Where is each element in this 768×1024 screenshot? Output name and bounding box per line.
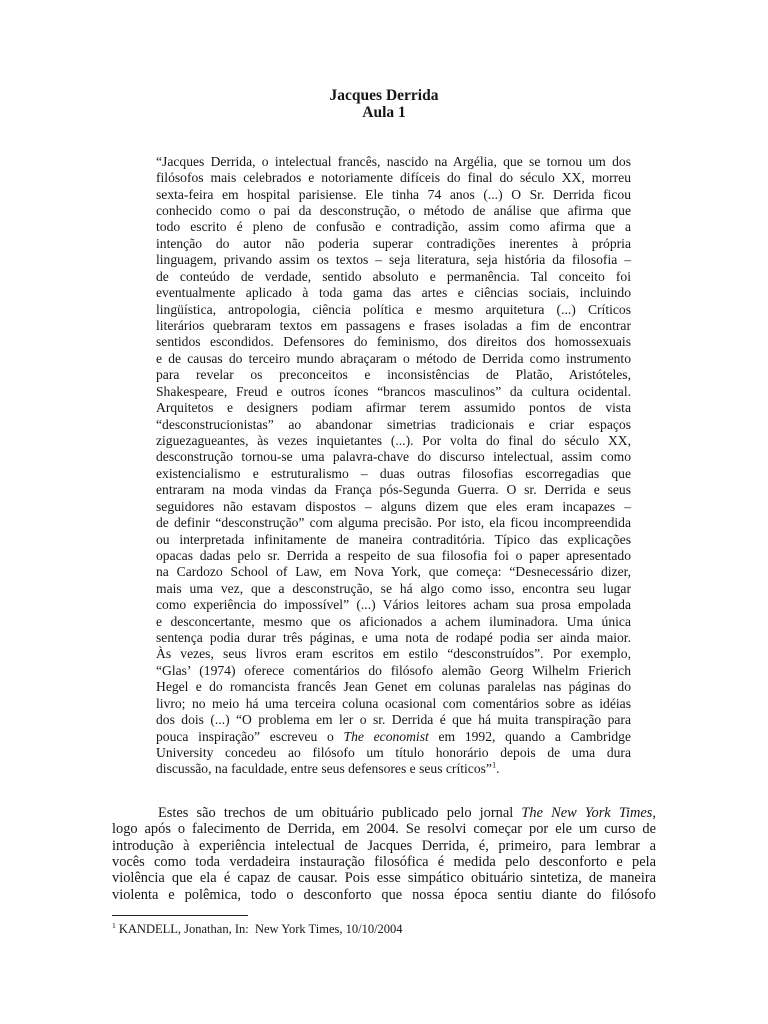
- quote-line: sexta-feira em hospital parisiense. Ele tinha 74 anos (...) O Sr. Derrida ficou: [156, 186, 631, 202]
- quote-line: lingüística, antropologia, ciência política e mesmo arquitetura (...) Críticos: [156, 301, 631, 317]
- magazine-title: The economist: [343, 728, 429, 744]
- quote-line-text: .: [496, 761, 500, 777]
- quote-line: na Cardozo School of Law, em Nova York, que começa: “Desnecessário dizer,: [156, 564, 631, 580]
- page-title: [0, 87, 768, 121]
- quote-line-text: discussão, na faculdade, entre seus defensores e seus críticos”: [156, 761, 492, 777]
- quote-line: Shakespeare, Freud e outros ícones “brancos masculinos” da cultura ocidental.: [156, 383, 631, 399]
- quote-line: existencialismo e estruturalismo – duas outras filosofias escorregadias que: [156, 465, 631, 481]
- block-quote: [156, 154, 631, 778]
- quote-line: Hegel e do romancista francês Jean Genet em colunas paralelas nas páginas do: [156, 679, 631, 695]
- quote-line: para revelar os preconceitos e inconsistências de Platão, Aristóteles,: [156, 367, 631, 383]
- quote-line-text: pouca inspiração” escreveu o: [156, 728, 344, 744]
- body-paragraph: [112, 805, 656, 903]
- quote-line: ou interpretada infinitamente de maneira contraditória. Típico das explicações: [156, 531, 631, 547]
- quote-line: “Jacques Derrida, o intelectual francês, nascido na Argélia, que se tornou um dos: [156, 153, 631, 169]
- paragraph-line: violenta e polêmica, todo o desconforto que nossa época sentiu diante do filósofo: [112, 886, 656, 903]
- quote-line: entraram na moda vindas da França pós-Segunda Guerra. O sr. Derrida e seus: [156, 482, 631, 498]
- title-lesson: Aula 1: [362, 104, 406, 121]
- paragraph-line: vocês como toda verdadeira instauração filosófica é medida pelo desconforto e pela: [112, 853, 656, 870]
- footnote-text: KANDELL, Jonathan, In: New York Times, 10/10/2004: [118, 922, 403, 936]
- quote-line: e desconcertante, mesmo que os aficionados a achem iluminadora. Uma única: [156, 613, 631, 629]
- footnote-separator: [112, 915, 248, 916]
- quote-line: eventualmente aplicado à toda gama das artes e ciências sociais, incluindo: [156, 285, 631, 301]
- quote-line: de definir “desconstrução” com alguma precisão. Por isto, ela ficou incompreendida: [156, 515, 631, 531]
- quote-line: de conteúdo de verdade, sentido absoluto e permanência. Tal conceito foi: [156, 268, 631, 284]
- paragraph-line: violência que ela é capaz de causar. Pois esse simpático obituário sintetiza, de maneira: [112, 870, 656, 887]
- paragraph-line: [158, 805, 656, 821]
- quote-line: sentença podia durar três páginas, e uma nota de rodapé podia ser ainda maior.: [156, 630, 631, 646]
- quote-line: dos dois (...) “O problema em ler o sr. Derrida é que há muita transpiração para: [156, 712, 631, 728]
- quote-line: University concedeu ao filósofo um título honorário depois de uma dura: [156, 744, 631, 760]
- quote-line: como experiência do impossível” (...) Vários leitores acham sua prosa empolada: [156, 597, 631, 613]
- paragraph-line-text: Estes são trechos de um obituário publicado pelo jornal: [158, 804, 522, 821]
- footnote-ref: 1: [491, 759, 497, 770]
- quote-line: e de causas do terceiro mundo abraçaram o método de Derrida como instrumento: [156, 350, 631, 366]
- quote-line: linguagem, privando assim os textos – seja literatura, seja história da filosofia –: [156, 252, 631, 268]
- footnote-marker: 1: [112, 920, 116, 930]
- quote-line: todo escrito é pleno de confusão e contradição, assim como afirma que a: [156, 219, 631, 235]
- quote-line: conhecido como o pai da desconstrução, o método de análise que afirma que: [156, 203, 631, 219]
- quote-line: mais uma vez, que a desconstrução, se há algo como isso, encontra seu lugar: [156, 580, 631, 596]
- quote-line: “desconstrucionistas” ao abandonar simetrias tradicionais e criar espaços: [156, 416, 631, 432]
- paragraph-line: introdução à experiência intelectual de Jacques Derrida, é, primeiro, para lembrar a: [112, 837, 656, 854]
- quote-line: ziguezagueantes, às vezes inquietantes (...). Por volta do final do século XX,: [156, 432, 631, 448]
- quote-line: literários quebraram textos em passagens e frases isoladas a fim de encontrar: [156, 318, 631, 334]
- newspaper-title: The New York Times,: [521, 804, 657, 821]
- quote-line: seguidores não estavam dispostos – alguns dizem que eles eram incapazes –: [156, 498, 631, 514]
- quote-line: opacas dadas pelo sr. Derrida a respeito de sua filosofia foi o paper apresentado: [156, 547, 631, 563]
- quote-line: intenção do autor não poderia superar contradições inerentes à própria: [156, 235, 631, 251]
- paragraph-line: logo após o falecimento de Derrida, em 2004. Se resolvi começar por ele um curso de: [112, 821, 656, 838]
- quote-line: desconstrução tornou-se uma palavra-chave do discurso intelectual, assim como: [156, 449, 631, 465]
- quote-line: sentidos escondidos. Defensores do feminismo, dos direitos dos homossexuais: [156, 334, 631, 350]
- quote-line: Arquitetos e designers podiam afirmar terem assumido pontos de vista: [156, 400, 631, 416]
- quote-line: [156, 729, 631, 745]
- quote-line-text: em 1992, quando a Cambridge: [428, 728, 631, 744]
- title-author: Jacques Derrida: [329, 87, 439, 104]
- quote-line: livro; no meio há uma terceira coluna ocasional com comentários sobre as idéias: [156, 695, 631, 711]
- quote-line: “Glas’ (1974) oferece comentários do filósofo alemão Georg Wilhelm Frierich: [156, 662, 631, 678]
- quote-line: Às vezes, seus livros eram escritos em estilo “desconstruídos”. Por exemplo,: [156, 646, 631, 662]
- footnote: [112, 921, 403, 937]
- quote-line: filósofos mais celebrados e notoriamente difíceis do final do século XX, morreu: [156, 170, 631, 186]
- quote-last-line: [156, 761, 631, 777]
